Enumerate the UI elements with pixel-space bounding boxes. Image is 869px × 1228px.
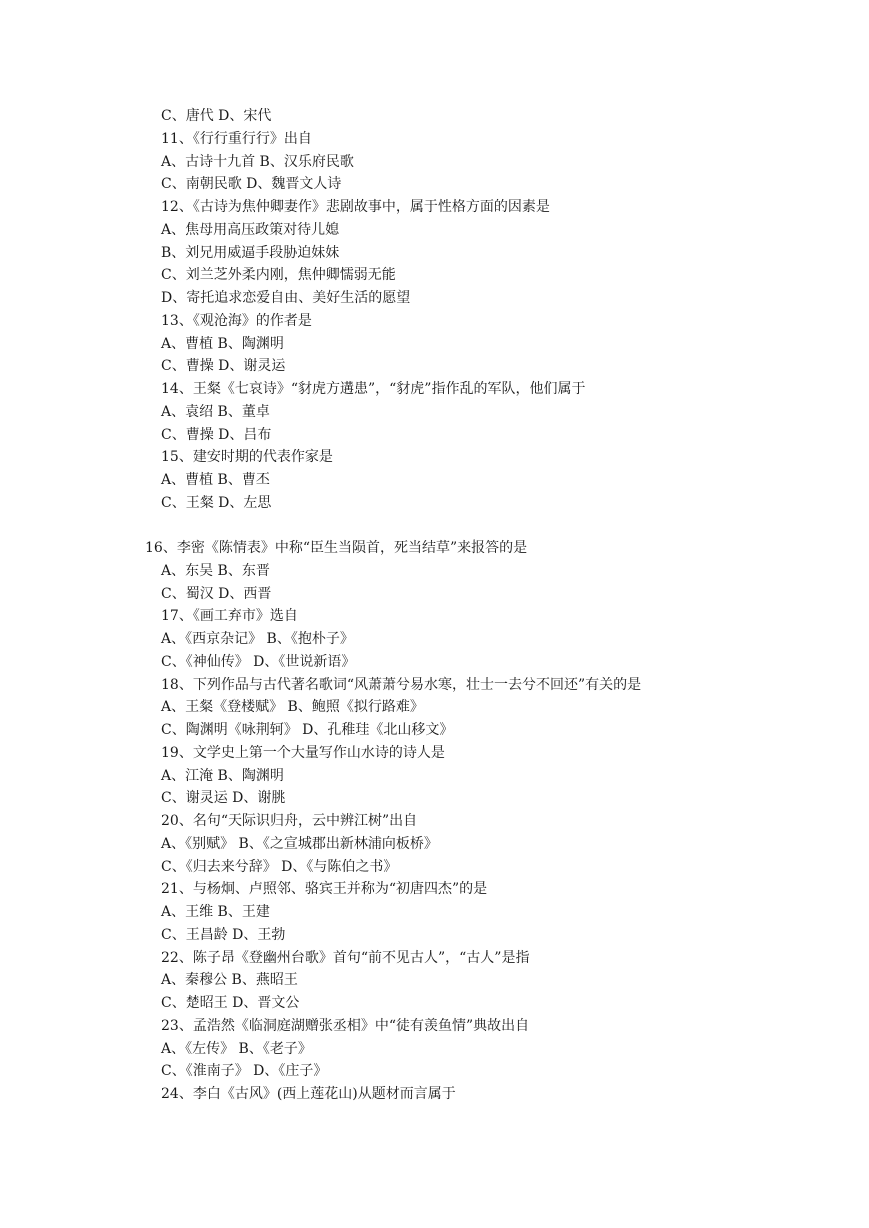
option-line: B、刘兄用威逼手段胁迫妹妹 [161,245,340,261]
question-line: 20、名句“天际识归舟，云中辨江树”出自 [161,813,418,829]
question-line: 18、下列作品与古代著名歌词“风萧萧兮易水寒，壮士一去兮不回还”有关的是 [161,677,642,693]
option-line: C、曹操 D、吕布 [161,427,272,443]
option-line: C、谢灵运 D、谢朓 [161,790,286,806]
option-line: C、王昌龄 D、王勃 [161,927,286,943]
option-line: A、秦穆公 B、燕昭王 [161,972,298,988]
option-line: C、王粲 D、左思 [161,495,272,511]
question-line: 23、孟浩然《临洞庭湖赠张丞相》中“徒有羡鱼情”典故出自 [161,1018,530,1034]
option-line: A、东吴 B、东晋 [161,563,270,579]
option-line: C、刘兰芝外柔内刚，焦仲卿懦弱无能 [161,267,396,283]
option-line: A、曹植 B、曹丕 [161,472,270,488]
question-line: 19、文学史上第一个大量写作山水诗的诗人是 [161,745,445,761]
option-line: D、寄托追求恋爱自由、美好生活的愿望 [161,290,411,306]
question-line: 12、《古诗为焦仲卿妻作》悲剧故事中，属于性格方面的因素是 [161,199,550,215]
option-line: C、蜀汉 D、西晋 [161,586,272,602]
option-line: C、南朝民歌 D、魏晋文人诗 [161,176,342,192]
question-line: 11、《行行重行行》出自 [161,131,312,147]
question-line: 16、李密《陈情表》中称“臣生当陨首，死当结草”来报答的是 [145,540,528,556]
option-line: A、江淹 B、陶渊明 [161,768,284,784]
question-line: 24、李白《古风》(西上莲花山)从题材而言属于 [161,1086,456,1102]
option-line: C、陶渊明《咏荆轲》 D、孔稚珪《北山移文》 [161,722,454,738]
question-line: 17、《画工弃市》选自 [161,608,298,624]
question-line: 15、建安时期的代表作家是 [161,449,333,465]
question-line: 21、与杨炯、卢照邻、骆宾王并称为“初唐四杰”的是 [161,881,488,897]
option-line: A、焦母用高压政策对待儿媳 [161,222,340,238]
option-line: C、唐代 D、宋代 [161,108,272,124]
option-line: A、曹植 B、陶渊明 [161,336,284,352]
option-line: C、《神仙传》 D、《世说新语》 [161,654,356,670]
option-line: A、袁绍 B、董卓 [161,404,270,420]
option-line: A、王粲《登楼赋》 B、鲍照《拟行路难》 [161,699,424,715]
option-line: A、《西京杂记》 B、《抱朴子》 [161,631,354,647]
option-line: C、《淮南子》 D、《庄子》 [161,1063,328,1079]
option-line: A、古诗十九首 B、汉乐府民歌 [161,154,354,170]
option-line: A、王维 B、王建 [161,904,270,920]
option-line: C、《归去来兮辞》 D、《与陈伯之书》 [161,859,398,875]
question-line: 22、陈子昂《登幽州台歌》首句“前不见古人”，“古人”是指 [161,950,530,966]
option-line: A、《左传》 B、《老子》 [161,1041,312,1057]
question-line: 13、《观沧海》的作者是 [161,313,312,329]
option-line: C、楚昭王 D、晋文公 [161,995,300,1011]
question-line: 14、王粲《七哀诗》“豺虎方遘患”，“豺虎”指作乱的军队，他们属于 [161,381,586,397]
option-line: A、《别赋》 B、《之宣城郡出新林浦向板桥》 [161,836,438,852]
option-line: C、曹操 D、谢灵运 [161,358,286,374]
